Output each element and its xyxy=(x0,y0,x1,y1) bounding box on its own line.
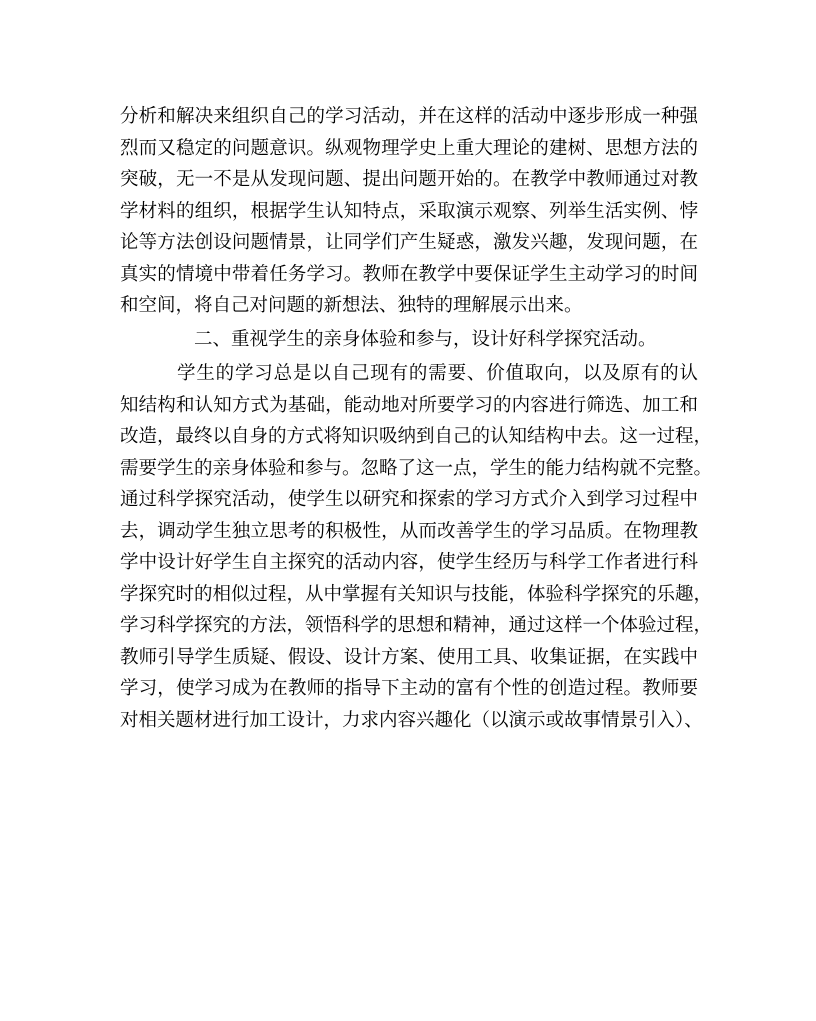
paragraph-1 xyxy=(120,101,698,322)
paragraph-line: 学中设计好学生自主探究的活动内容，使学生经历与科学工作者进行科 xyxy=(120,552,698,573)
paragraph-line: 教师引导学生质疑、假设、设计方案、使用工具、收集证据，在实践中 xyxy=(120,646,698,668)
paragraph-line: 去，调动学生独立思考的积极性，从而改善学生的学习品质。在物理教 xyxy=(120,520,698,542)
paragraph-line: 学探究时的相似过程，从中掌握有关知识与技能，体验科学探究的乐趣， xyxy=(120,583,713,605)
paragraph-line: 知结构和认知方式为基础，能动地对所要学习的内容进行筛选、加工和 xyxy=(120,394,698,416)
paragraph-line: 需要学生的亲身体验和参与。忽略了这一点，学生的能力结构就不完整。 xyxy=(120,457,713,479)
paragraph-line: 突破，无一不是从发现问题、提出问题开始的。在教学中教师通过对教 xyxy=(120,169,698,190)
section-heading: 二、重视学生的亲身体验和参与，设计好科学探究活动。 xyxy=(194,328,657,350)
document-body xyxy=(120,101,713,736)
paragraph-2 xyxy=(120,358,713,736)
paragraph-line: 学习，使学习成为在教师的指导下主动的富有个性的创造过程。教师要 xyxy=(120,678,698,699)
paragraph-line: 学习科学探究的方法，领悟科学的思想和精神，通过这样一个体验过程， xyxy=(120,615,713,636)
paragraph-line: 对相关题材进行加工设计，力求内容兴趣化（以演示或故事情景引入）、 xyxy=(120,709,703,731)
paragraph-line: 通过科学探究活动，使学生以研究和探索的学习方式介入到学习过程中 xyxy=(120,489,698,510)
paragraph-line: 学材料的组织，根据学生认知特点，采取演示观察、列举生活实例、悖 xyxy=(120,200,698,222)
paragraph-line: 和空间，将自己对问题的新想法、独特的理解展示出来。 xyxy=(120,295,583,316)
paragraph-line: 真实的情境中带着任务学习。教师在教学中要保证学生主动学习的时间 xyxy=(120,263,698,285)
paragraph-line: 学生的学习总是以自己现有的需要、价值取向，以及原有的认 xyxy=(177,363,698,384)
paragraph-line: 烈而又稳定的问题意识。纵观物理学史上重大理论的建树、思想方法的 xyxy=(120,137,698,159)
paragraph-line: 分析和解决来组织自己的学习活动，并在这样的活动中逐步形成一种强 xyxy=(120,106,698,127)
paragraph-line: 论等方法创设问题情景，让同学们产生疑惑，激发兴趣，发现问题，在 xyxy=(120,232,698,253)
paragraph-line: 改造，最终以自身的方式将知识吸纳到自己的认知结构中去。这一过程， xyxy=(120,426,713,447)
